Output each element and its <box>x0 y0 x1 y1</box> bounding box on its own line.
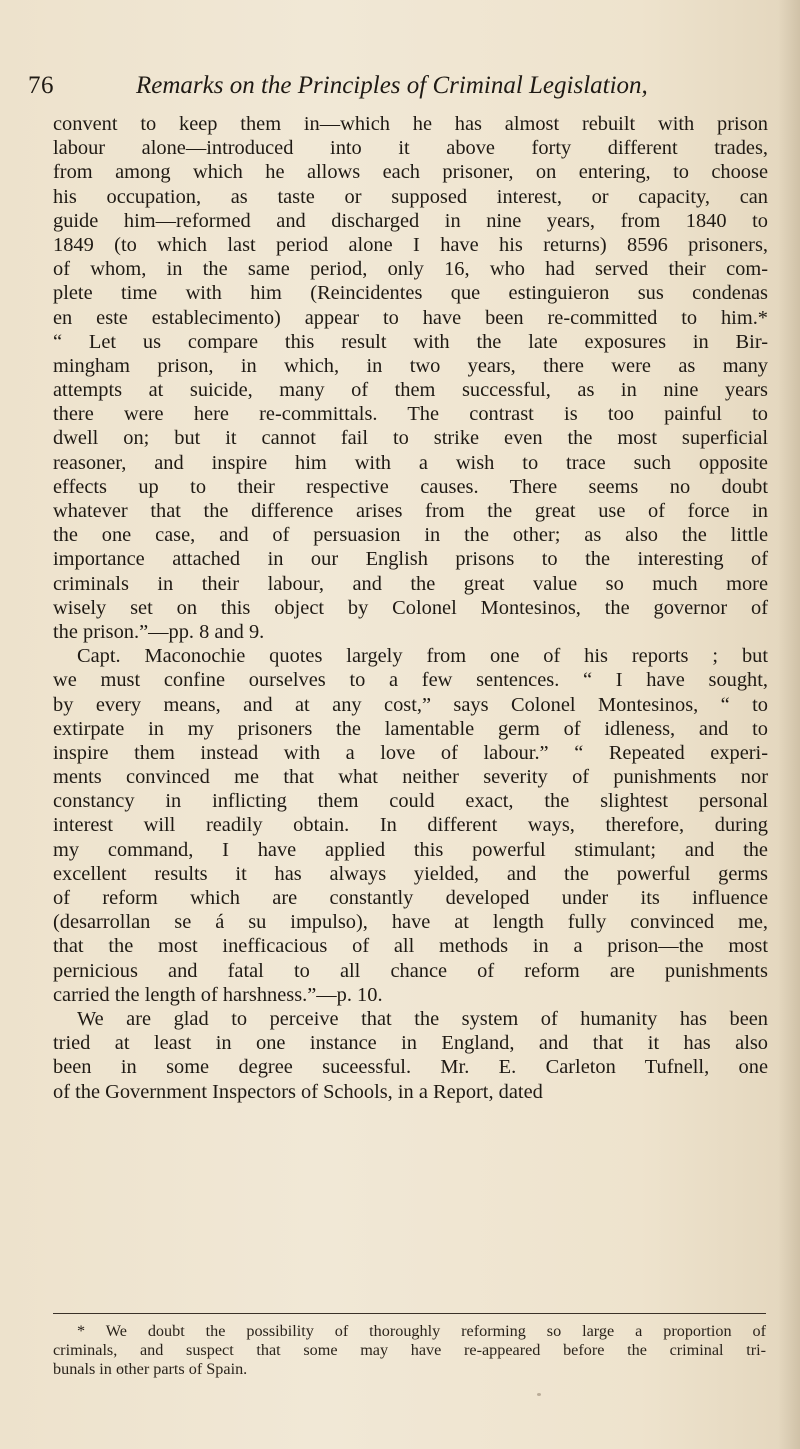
footnote-rule <box>53 1313 766 1314</box>
text-line: been in some degree suceessful. Mr. E. Carleton Tufnell, one <box>53 1056 768 1079</box>
text-line: en este establecimento) appear to have been re-committed to him.* <box>53 306 768 329</box>
text-line: reasoner, and inspire him with a wish to trace such opposite <box>53 451 768 474</box>
text-line: constancy in inflicting them could exact, the slightest personal <box>53 790 768 813</box>
text-line: interest will readily obtain. In different ways, therefore, during <box>53 814 768 837</box>
text-line: 1849 (to which last period alone I have his returns) 8596 prisoners, <box>53 233 768 256</box>
text-line: excellent results it has always yielded, and the powerful germs <box>53 862 768 885</box>
text-line: effects up to their respective causes. There seems no doubt <box>53 475 768 498</box>
text-line: of whom, in the same period, only 16, who had served their com- <box>53 258 768 281</box>
footnote-line: * We doubt the possibility of thoroughly reforming so large a proportion of <box>77 1322 766 1340</box>
page-edge-shadow <box>778 0 800 1449</box>
body-text <box>53 112 768 1104</box>
paper-speck <box>118 1367 122 1370</box>
footnote-line: bunals in other parts of Spain. <box>53 1360 248 1378</box>
text-line: We are glad to perceive that the system of humanity has been <box>77 1007 768 1030</box>
text-line: of the Government Inspectors of Schools, in a Report, dated <box>53 1080 543 1103</box>
text-line: my command, I have applied this powerful stimulant; and the <box>53 838 768 861</box>
text-line: the prison.”—pp. 8 and 9. <box>53 620 265 643</box>
text-line: there were here re-committals. The contrast is too painful to <box>53 403 768 426</box>
text-line: plete time with him (Reincidentes que estinguieron sus condenas <box>53 282 768 305</box>
text-line: ments convinced me that what neither severity of punishments nor <box>53 766 768 789</box>
text-line: dwell on; but it cannot fail to strike even the most superficial <box>53 427 768 450</box>
text-line: criminals in their labour, and the great value so much more <box>53 572 768 595</box>
footnote <box>53 1322 766 1379</box>
text-line: (desarrollan se á su impulso), have at length fully convinced me, <box>53 911 768 934</box>
text-line: attempts at suicide, many of them successful, as in nine years <box>53 379 768 402</box>
text-line: “ Let us compare this result with the late exposures in Bir- <box>53 330 768 353</box>
text-line: mingham prison, in which, in two years, there were as many <box>53 354 768 377</box>
text-line: that the most inefficacious of all methods in a prison—the most <box>53 935 768 958</box>
text-line: by every means, and at any cost,” says Colonel Montesinos, “ to <box>53 693 768 716</box>
text-line: guide him—reformed and discharged in nine years, from 1840 to <box>53 209 768 232</box>
text-line: wisely set on this object by Colonel Montesinos, the governor of <box>53 596 768 619</box>
text-line: pernicious and fatal to all chance of reform are punishments <box>53 959 768 982</box>
text-line: extirpate in my prisoners the lamentable germ of idleness, and to <box>53 717 768 740</box>
text-line: we must confine ourselves to a few sentences. “ I have sought, <box>53 669 768 692</box>
text-line: the one case, and of persuasion in the other; as also the little <box>53 524 768 547</box>
text-line: of reform which are constantly developed under its influence <box>53 887 768 909</box>
running-head <box>28 72 768 106</box>
page-number: 76 <box>28 72 54 99</box>
text-line: labour alone—introduced into it above forty different trades, <box>53 137 768 160</box>
running-title: Remarks on the Principles of Criminal Legislation, <box>136 72 648 99</box>
text-line: convent to keep them in—which he has almost rebuilt with prison <box>53 113 768 135</box>
text-line: whatever that the difference arises from the great use of force in <box>53 500 768 522</box>
footnote-line: criminals, and suspect that some may have re-appeared before the criminal tri- <box>53 1341 766 1359</box>
text-line: Capt. Maconochie quotes largely from one of his reports ; but <box>77 645 768 668</box>
text-line: importance attached in our English prisons to the interesting of <box>53 548 768 571</box>
text-line: his occupation, as taste or supposed interest, or capacity, can <box>53 185 768 208</box>
text-line: carried the length of harshness.”—p. 10. <box>53 983 383 1006</box>
text-line: inspire them instead with a love of labour.” “ Repeated experi- <box>53 741 768 764</box>
text-line: tried at least in one instance in England, and that it has also <box>53 1032 768 1055</box>
paper-speck <box>537 1393 541 1396</box>
text-line: from among which he allows each prisoner, on entering, to choose <box>53 161 768 184</box>
